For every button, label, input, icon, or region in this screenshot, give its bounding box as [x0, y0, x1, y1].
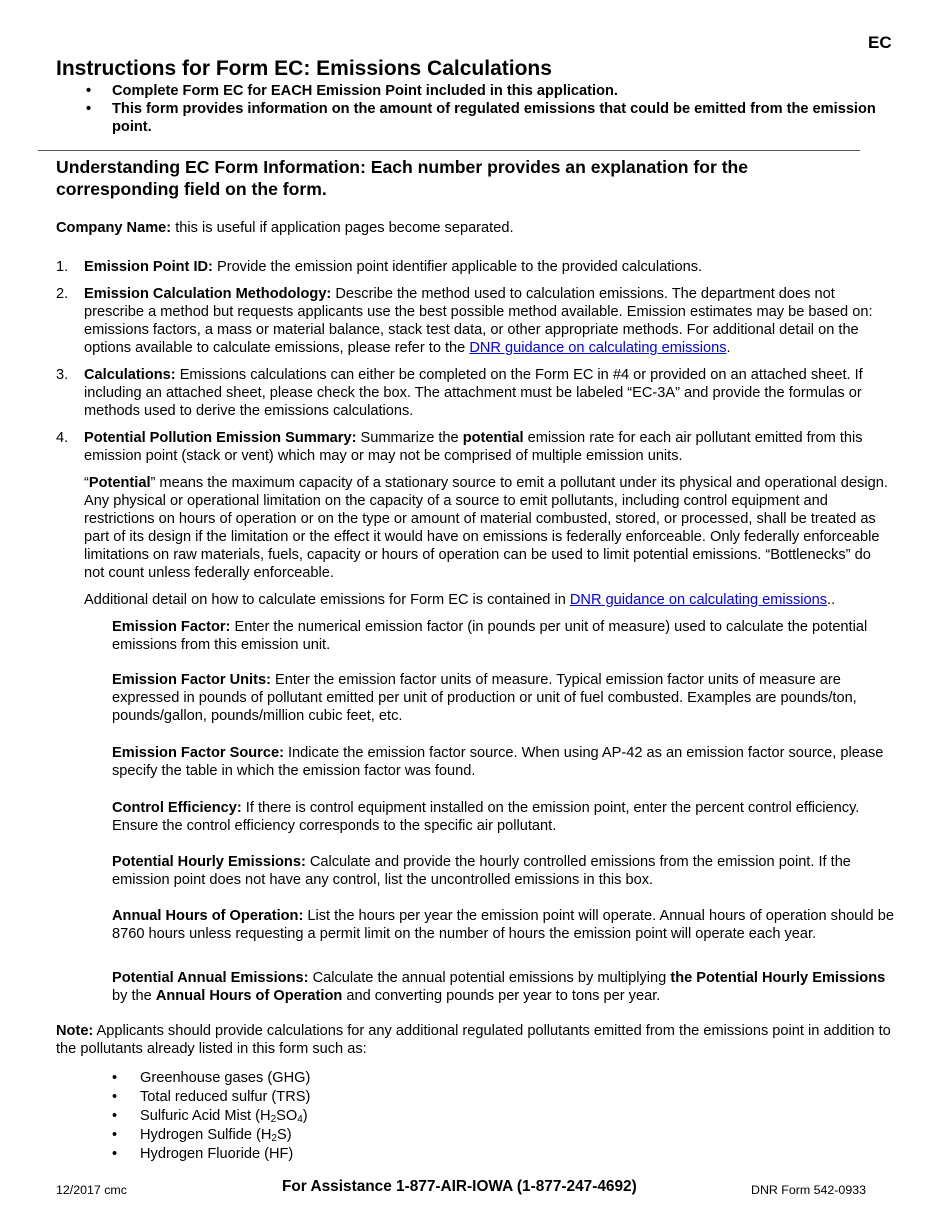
divider	[38, 150, 860, 151]
field-instruction	[112, 907, 894, 943]
detail-text: Additional detail on how to calculate emissions for Form EC is contained in	[84, 592, 570, 608]
field-instruction	[112, 671, 894, 725]
intro-bullet	[56, 100, 876, 136]
bullet-icon: •	[112, 1070, 118, 1086]
instruction-item	[56, 285, 894, 357]
field-label: Potential Annual Emissions:	[112, 970, 309, 986]
field-text: by the	[112, 988, 156, 1004]
pollutant-name: Sulfuric Acid Mist $(H_2SO_4)$	[140, 1108, 308, 1125]
form-code: EC	[868, 33, 892, 52]
intro-bullet-list	[56, 82, 876, 136]
field-label: Emission Calculation Methodology:	[84, 286, 332, 302]
definition-text: ” means the maximum capacity of a stationary source to emit a pollutant under its physical and operational design. Any physical or operational limitation on the capacity of a source to emit pollutants, including control equipment and restrictions on hours of operation or on the type or amount of material combusted, stored, or processed, shall be treated as part of its design if the limitation or the effect it would have on emissions is federally enforceable. Only federally enforceable limitations on raw materials, fuels, capacity or hours of operation can be used to limit potential emissions. “Bottlenecks” do not count unless federally enforceable.	[84, 475, 888, 581]
field-text: Calculate the annual potential emissions by multiplying	[308, 970, 671, 986]
note-text: Applicants should provide calculations for any additional regulated pollutants emitted from the emissions point in addition to the pollutants already listed in this form such as:	[56, 1023, 891, 1057]
field-label: Company Name:	[56, 220, 172, 236]
intro-bullet-text: Complete Form EC for EACH Emission Point included in this application.	[112, 83, 618, 99]
instruction-item	[56, 258, 894, 276]
field-text-end: .	[726, 340, 731, 356]
field-label: Calculations:	[84, 367, 176, 383]
pollutant-name: Total reduced sulfur (TRS)	[140, 1089, 311, 1105]
bullet-icon: •	[112, 1089, 118, 1105]
defined-term: Potential	[88, 475, 151, 491]
item-number: 3.	[56, 367, 69, 383]
bullet-icon: •	[86, 83, 92, 99]
field-text: Enter the numerical emission factor (in pounds per unit of measure) used to calculate the potential emissions from this emission unit.	[112, 619, 868, 653]
emphasis: the Potential Hourly Emissions	[670, 970, 886, 986]
dnr-guidance-link[interactable]: DNR guidance on calculating emissions	[469, 340, 727, 356]
field-label: Potential Pollution Emission Summary:	[84, 430, 357, 446]
field-text: Enter the emission factor units of measure. Typical emission factor units of measure are expressed in pounds of pollutant emitted per unit of production or unit of fuel combusted. Examples are pounds/ton, pounds/gallon, pounds/million cubic feet, etc.	[112, 672, 857, 724]
note-label: Note:	[56, 1023, 94, 1039]
emphasis: potential	[462, 430, 524, 446]
field-label: Emission Factor Source:	[112, 745, 284, 761]
open-quote: “	[84, 475, 89, 491]
field-instruction	[112, 744, 894, 780]
field-instruction	[112, 853, 894, 889]
field-text: Summarize the	[356, 430, 463, 446]
list-item	[56, 1069, 310, 1088]
field-instruction	[112, 969, 894, 1005]
field-text: this is useful if application pages become separated.	[171, 220, 514, 236]
pollutant-name: Hydrogen Fluoride (HF)	[140, 1146, 294, 1162]
intro-bullet-text: This form provides information on the amount of regulated emissions that could be emitted from the emission point.	[112, 101, 876, 135]
list-item	[56, 1145, 310, 1164]
bullet-icon: •	[112, 1146, 118, 1162]
field-label: Annual Hours of Operation:	[112, 908, 304, 924]
field-label: Potential Hourly Emissions:	[112, 854, 306, 870]
bullet-icon: •	[112, 1127, 118, 1143]
pollutant-name: Greenhouse gases (GHG)	[140, 1070, 311, 1086]
intro-bullet	[56, 82, 876, 100]
instruction-item	[56, 429, 894, 465]
field-text: Emissions calculations can either be completed on the Form EC in #4 or provided on an attached sheet. If including an attached sheet, please check the box. The attachment must be labeled “EC-3A” and provide the formulas or methods used to derive the emissions calculations.	[84, 367, 863, 419]
item-number: 4.	[56, 430, 69, 446]
instruction-item	[56, 366, 894, 420]
field-instruction	[112, 618, 894, 654]
footer-assistance: For Assistance 1-877-AIR-IOWA (1-877-247-4692)	[282, 1178, 637, 1195]
footer-date: 12/2017 cmc	[56, 1183, 127, 1197]
field-instruction	[112, 799, 894, 835]
bullet-icon: •	[86, 101, 92, 117]
list-item	[56, 1107, 310, 1126]
pollutant-list	[56, 1069, 310, 1164]
detail-text-end: ..	[827, 592, 836, 608]
bullet-icon: •	[112, 1108, 118, 1124]
field-text: Indicate the emission factor source. When using AP-42 as an emission factor source, please specify the table in which the emission factor was found.	[112, 745, 884, 779]
field-label: Emission Factor Units:	[112, 672, 271, 688]
section-heading: Understanding EC Form Information: Each number provides an explanation for the corresponding field on the form.	[56, 157, 749, 199]
item-number: 2.	[56, 286, 69, 302]
additional-detail	[84, 591, 892, 609]
field-text: Calculate and provide the hourly controlled emissions from the emission point. If the emission point does not have any control, list the uncontrolled emissions in this box.	[112, 854, 851, 888]
potential-definition	[84, 474, 892, 582]
field-text: emission rate for each air pollutant emitted from this emission point (stack or vent) which may or may not be comprised of multiple emission units.	[84, 430, 863, 464]
company-name-instruction	[56, 219, 896, 237]
field-text: If there is control equipment installed on the emission point, enter the percent control efficiency. Ensure the control efficiency corresponds to the specific air pollutant.	[112, 800, 860, 834]
field-text: Describe the method used to calculation emissions. The department does not prescribe a method but requests applicants use the best possible method available. Emission estimates may be based on: emissions factors, a mass or material balance, stack test data, or other appropriate methods. For additional detail on the options available to calculate emissions, please refer to the	[84, 286, 873, 356]
field-label: Emission Factor:	[112, 619, 231, 635]
field-text: Provide the emission point identifier applicable to the provided calculations.	[212, 259, 703, 275]
note	[56, 1022, 896, 1058]
field-text: List the hours per year the emission point will operate. Annual hours of operation should be 8760 hours unless requesting a permit limit on the number of hours the emission point will operate each year.	[112, 908, 894, 942]
field-text: and converting pounds per year to tons per year.	[342, 988, 661, 1004]
list-item	[56, 1088, 310, 1107]
page-title: Instructions for Form EC: Emissions Calculations	[56, 57, 552, 80]
field-label: Control Efficiency:	[112, 800, 242, 816]
dnr-guidance-link[interactable]: DNR guidance on calculating emissions	[569, 592, 828, 608]
pollutant-name: Hydrogen Sulfide $(H_2S)$	[140, 1127, 292, 1144]
field-label: Emission Point ID:	[84, 259, 213, 275]
emphasis: Annual Hours of Operation	[155, 988, 343, 1004]
list-item	[56, 1126, 310, 1145]
footer-form-number: DNR Form 542-0933	[751, 1183, 867, 1197]
item-number: 1.	[56, 259, 69, 275]
